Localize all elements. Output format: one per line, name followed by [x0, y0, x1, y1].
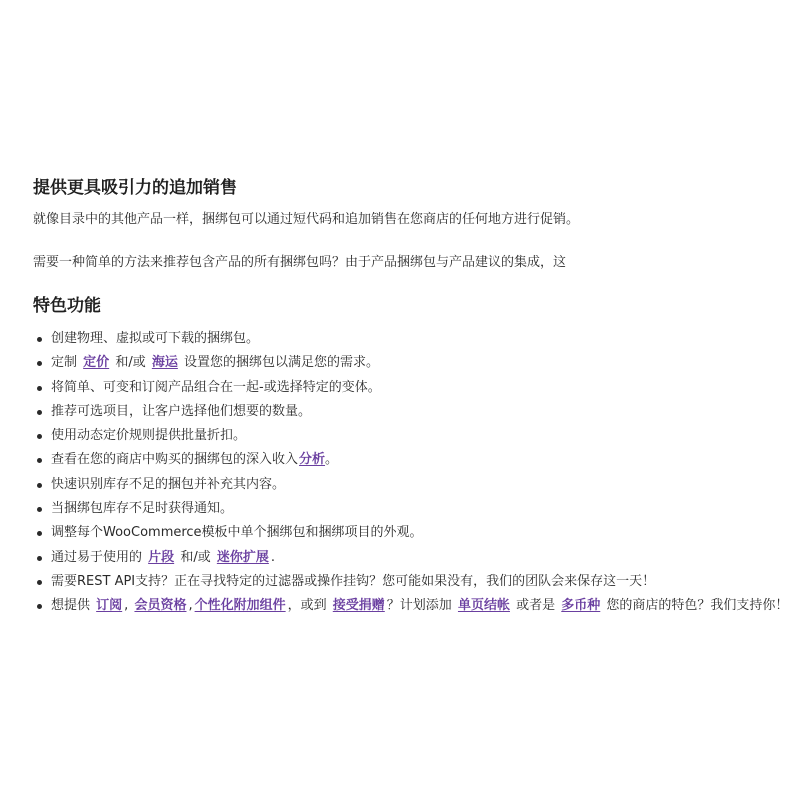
list-item [51, 378, 791, 398]
recommend-paragraph: 需要一种简单的方法来推荐包含产品的所有捆绑包吗？由于产品捆绑包与产品建议的集成，这 [33, 255, 567, 270]
feature-text: 查看在您的商店中购买的捆绑包的深入收入 [51, 452, 299, 468]
promo-paragraph: 就像目录中的其他产品一样，捆绑包可以通过短代码和追加销售在您商店的任何地方进行促销。 [33, 212, 580, 227]
feature-text: 通过易于使用的 [51, 549, 143, 565]
feature-text: 使用动态定价规则提供批量折扣。 [51, 428, 247, 444]
pricing-link[interactable]: 定价 [83, 355, 110, 371]
feature-text: 当捆绑包库存不足时获得通知。 [51, 501, 234, 517]
separator-text: , [188, 598, 193, 614]
list-item [51, 572, 791, 592]
feature-text: 定制 [51, 355, 78, 371]
feature-text: 和/或 [115, 355, 146, 371]
list-item [51, 475, 791, 495]
memberships-link[interactable]: 会员资格 [134, 598, 187, 614]
subscriptions-link[interactable]: 订阅 [96, 598, 123, 614]
feature-text: 快速识别库存不足的捆包并补充其内容。 [51, 476, 286, 492]
features-list [33, 329, 791, 621]
product-add-ons-link[interactable]: 个性化附加组件 [194, 598, 286, 614]
feature-text: 设置您的捆绑包以满足您的需求。 [184, 355, 380, 371]
feature-text: 或者是 [516, 598, 556, 614]
shipping-link[interactable]: 海运 [151, 355, 178, 371]
multi-currency-link[interactable]: 多币种 [561, 598, 601, 614]
feature-text: 需要REST API支持？正在寻找特定的过滤器或操作挂钩？您可能如果没有，我们的团队会来保存这一天！ [51, 573, 656, 589]
list-item [51, 426, 791, 446]
feature-text: 您的商店的特色？我们支持你！ [606, 598, 789, 614]
mini-extensions-link[interactable]: 迷你扩展 [216, 549, 269, 565]
feature-text: 创建物理、虚拟或可下载的捆绑包。 [51, 331, 260, 346]
feature-text: ，或到 [287, 598, 327, 614]
donations-link[interactable]: 接受捐赠 [332, 598, 385, 614]
analytics-link[interactable]: 分析 [299, 452, 326, 468]
list-item [51, 329, 791, 349]
list-item [51, 523, 791, 543]
list-item [51, 548, 791, 568]
feature-text: 推荐可选项目，让客户选择他们想要的数量。 [51, 403, 312, 419]
upsell-heading: 提供更具吸引力的追加销售 [33, 178, 237, 198]
feature-text: 将简单、可变和订阅产品组合在一起-或选择特定的变体。 [51, 379, 381, 395]
feature-text: 想提供 [51, 598, 91, 614]
snippets-link[interactable]: 片段 [148, 549, 175, 565]
list-item [51, 402, 791, 422]
feature-text: 和/或 [180, 549, 211, 565]
list-item [51, 499, 791, 519]
feature-text: ？计划添加 [386, 598, 452, 614]
features-heading: 特色功能 [33, 296, 101, 316]
list-item [51, 450, 791, 470]
list-item [51, 353, 791, 373]
feature-text: . [270, 549, 275, 565]
one-page-checkout-link[interactable]: 单页结帐 [457, 598, 510, 614]
feature-text: 调整每个WooCommerce模板中单个捆绑包和捆绑项目的外观。 [51, 525, 423, 541]
list-item [51, 596, 791, 616]
feature-text: 。 [325, 452, 339, 468]
separator-text: , [124, 598, 129, 614]
